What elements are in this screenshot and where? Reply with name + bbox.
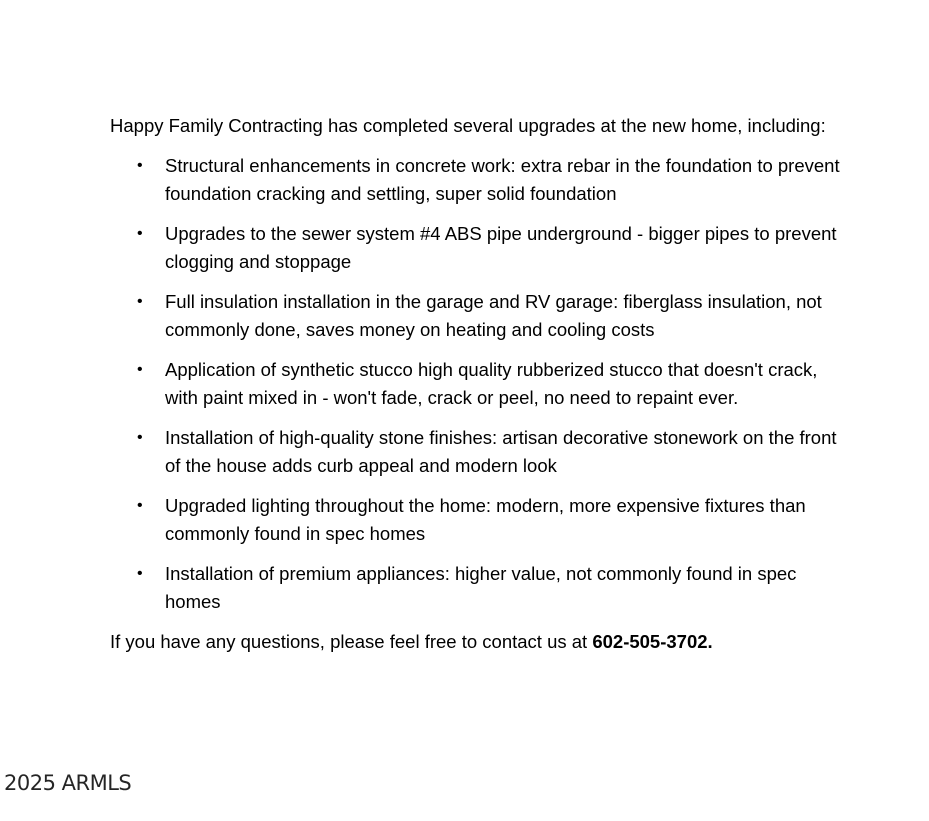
copyright-watermark: 2025 ARMLS xyxy=(4,771,132,795)
intro-paragraph: Happy Family Contracting has completed several upgrades at the new home, including: xyxy=(110,115,826,136)
list-item xyxy=(110,492,840,548)
closing-paragraph xyxy=(110,628,840,656)
list-item-text: Installation of premium appliances: higher value, not commonly found in spec homes xyxy=(165,563,797,612)
phone-number: 602-505-3702. xyxy=(592,631,713,652)
closing-text: If you have any questions, please feel free to contact us at xyxy=(110,631,593,652)
list-item-text: Structural enhancements in concrete work: extra rebar in the foundation to prevent foundation cracking and settling, super solid foundation xyxy=(165,155,840,204)
document-body xyxy=(110,112,840,656)
bullet-icon: • xyxy=(137,565,143,582)
upgrades-list xyxy=(110,152,840,616)
list-item xyxy=(110,220,840,276)
list-item-text: Full insulation installation in the garage and RV garage: fiberglass insulation, not commonly done, saves money on heating and cooling costs xyxy=(165,291,822,340)
bullet-icon: • xyxy=(137,157,143,174)
bullet-icon: • xyxy=(137,497,143,514)
list-item xyxy=(110,152,840,208)
list-item xyxy=(110,560,840,616)
list-item xyxy=(110,356,840,412)
list-item-text: Upgraded lighting throughout the home: modern, more expensive fixtures than commonly found in spec homes xyxy=(165,495,806,544)
list-item xyxy=(110,288,840,344)
bullet-icon: • xyxy=(137,361,143,378)
bullet-icon: • xyxy=(137,225,143,242)
bullet-icon: • xyxy=(137,429,143,446)
list-item-text: Installation of high-quality stone finishes: artisan decorative stonework on the front of the house adds curb appeal and modern look xyxy=(165,427,837,476)
list-item-text: Application of synthetic stucco high quality rubberized stucco that doesn't crack, with paint mixed in - won't fade, crack or peel, no need to repaint ever. xyxy=(165,359,818,408)
list-item-text: Upgrades to the sewer system #4 ABS pipe underground - bigger pipes to prevent clogging and stoppage xyxy=(165,223,837,272)
list-item xyxy=(110,424,840,480)
bullet-icon: • xyxy=(137,293,143,310)
